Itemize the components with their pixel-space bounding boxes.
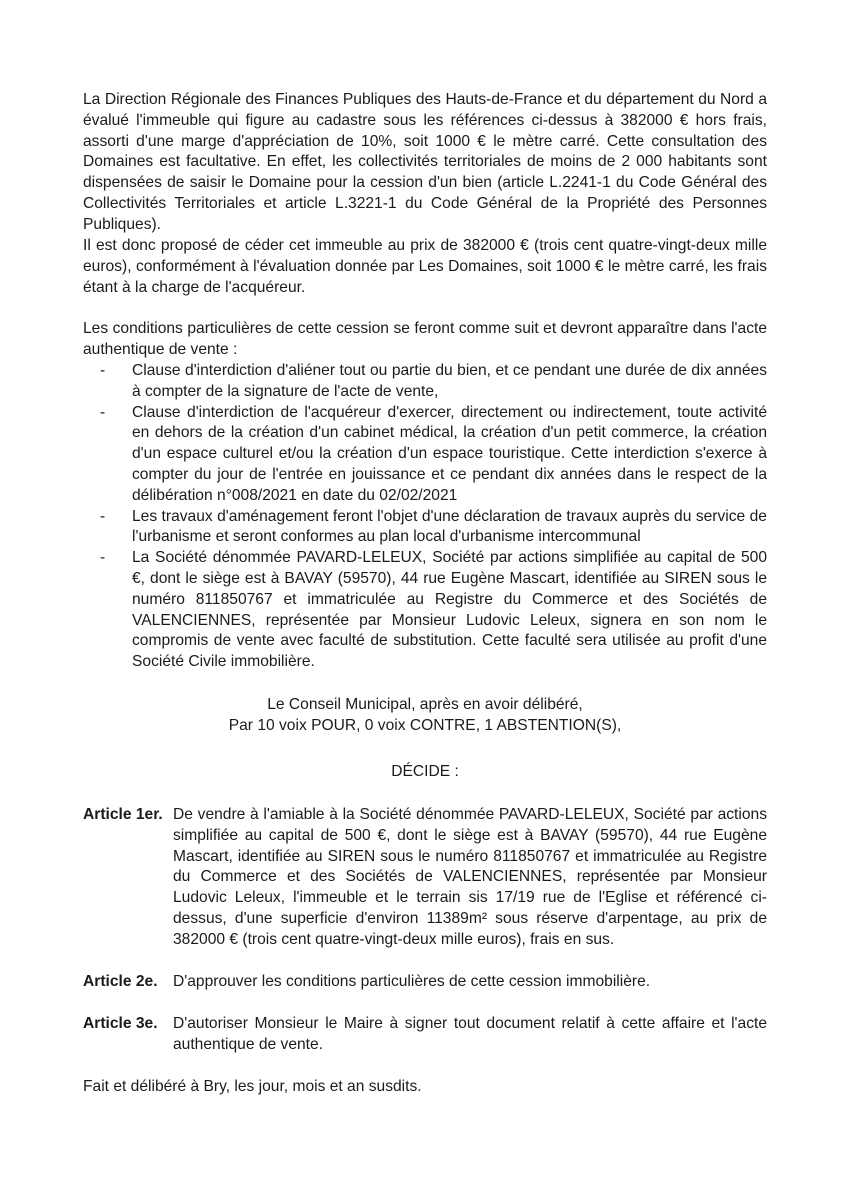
- article-label: Article 1er.: [83, 806, 163, 823]
- article-2: [83, 972, 767, 993]
- condition-text: Clause d'interdiction de l'acquéreur d'exercer, directement ou indirectement, toute activité en dehors de la création d'un cabinet médical, la création d'un petit commerce, la création d'un espace culturel et/ou la création d'un espace touristique. Cette interdiction s'exerce à compter du jour de l'entrée en jouissance et ce pendant dix années dans le respect de la délibération n°008/2021 en date du 02/02/2021: [132, 403, 767, 504]
- closing-line: Fait et délibéré à Bry, les jour, mois et an susdits.: [83, 1078, 422, 1095]
- article-label: Article 3e.: [83, 1015, 158, 1032]
- conditions-list: [100, 361, 767, 673]
- condition-text: Clause d'interdiction d'aliéner tout ou partie du bien, et ce pendant une durée de dix années à compter de la signature de l'acte de vente,: [132, 362, 767, 400]
- list-dash: -: [100, 507, 106, 525]
- article-text: D'approuver les conditions particulières de cette cession immobilière.: [173, 973, 651, 990]
- article-text: D'autoriser Monsieur le Maire à signer tout document relatif à cette affaire et l'acte authentique de vente.: [173, 1015, 767, 1053]
- list-item: [100, 403, 767, 507]
- list-item: [100, 361, 767, 403]
- conditions-lead: Les conditions particulières de cette cession se feront comme suit et devront apparaître dans l'acte authentique de vente :: [83, 320, 767, 358]
- list-dash: -: [100, 403, 106, 421]
- article-text: De vendre à l'amiable à la Société dénommée PAVARD-LELEUX, Société par actions simplifiée au capital de 500 €, dont le siège est à BAVAY (59570), 44 rue Eugène Mascart, identifiée au SIREN sous le numéro 811850767 et immatriculée au Registre du Commerce et des Sociétés de VALENCIENNES, représentée par Monsieur Ludovic Leleux, l'immeuble et le terrain sis 17/19 rue de l'Eglise et référencé ci-dessus, d'une superficie d'environ 11389m² sous réserve d'arpentage, au prix de 382000 € (trois cent quatre-vingt-deux mille euros), frais en sus.: [173, 806, 767, 948]
- vote-line-1: Le Conseil Municipal, après en avoir délibéré,: [267, 696, 583, 713]
- article-3: [83, 1014, 767, 1056]
- list-item: [100, 548, 767, 673]
- intro-paragraph-2: Il est donc proposé de céder cet immeuble au prix de 382000 € (trois cent quatre-vingt-deux mille euros), conformément à l'évaluation donnée par Les Domaines, soit 1000 € le mètre carré, les frais étant à la charge de l'acquéreur.: [83, 237, 767, 296]
- list-dash: -: [100, 549, 106, 567]
- vote-line-2: Par 10 voix POUR, 0 voix CONTRE, 1 ABSTENTION(S),: [228, 717, 622, 734]
- intro-paragraph-1: La Direction Régionale des Finances Publiques des Hauts-de-France et du département du Nord a évalué l'immeuble qui figure au cadastre sous les références ci-dessus à 382000 € hors frais, assorti d'une marge d'appréciation de 10%, soit 1000 € le mètre carré. Cette consultation des Domaines est facultative. En effet, les collectivités territoriales de moins de 2 000 habitants sont dispensées de saisir le Domaine pour la cession d'un bien (article L.2241-1 du Code Général des Collectivités Territoriales et article L.3221-1 du Code Général de la Propriété des Personnes Publiques).: [83, 91, 767, 233]
- list-item: [100, 507, 767, 549]
- condition-text: Les travaux d'aménagement feront l'objet d'une déclaration de travaux auprès du service de l'urbanisme et seront conformes au plan local d'urbanisme intercommunal: [132, 507, 767, 546]
- decide-heading: DÉCIDE :: [391, 763, 459, 780]
- article-label: Article 2e.: [83, 973, 158, 990]
- article-1: [83, 805, 767, 951]
- list-dash: -: [100, 362, 106, 379]
- condition-text: La Société dénommée PAVARD-LELEUX, Société par actions simplifiée au capital de 500 €, dont le siège est à BAVAY (59570), 44 rue Eugène Mascart, identifiée au SIREN sous le numéro 811850767 et immatriculée au Registre du Commerce et des Sociétés de VALENCIENNES, représentée par Monsieur Ludovic Leleux, signera en son nom le compromis de vente avec faculté de substitution. Cette faculté sera utilisée au profit d'une Société Civile immobilière.: [132, 549, 767, 671]
